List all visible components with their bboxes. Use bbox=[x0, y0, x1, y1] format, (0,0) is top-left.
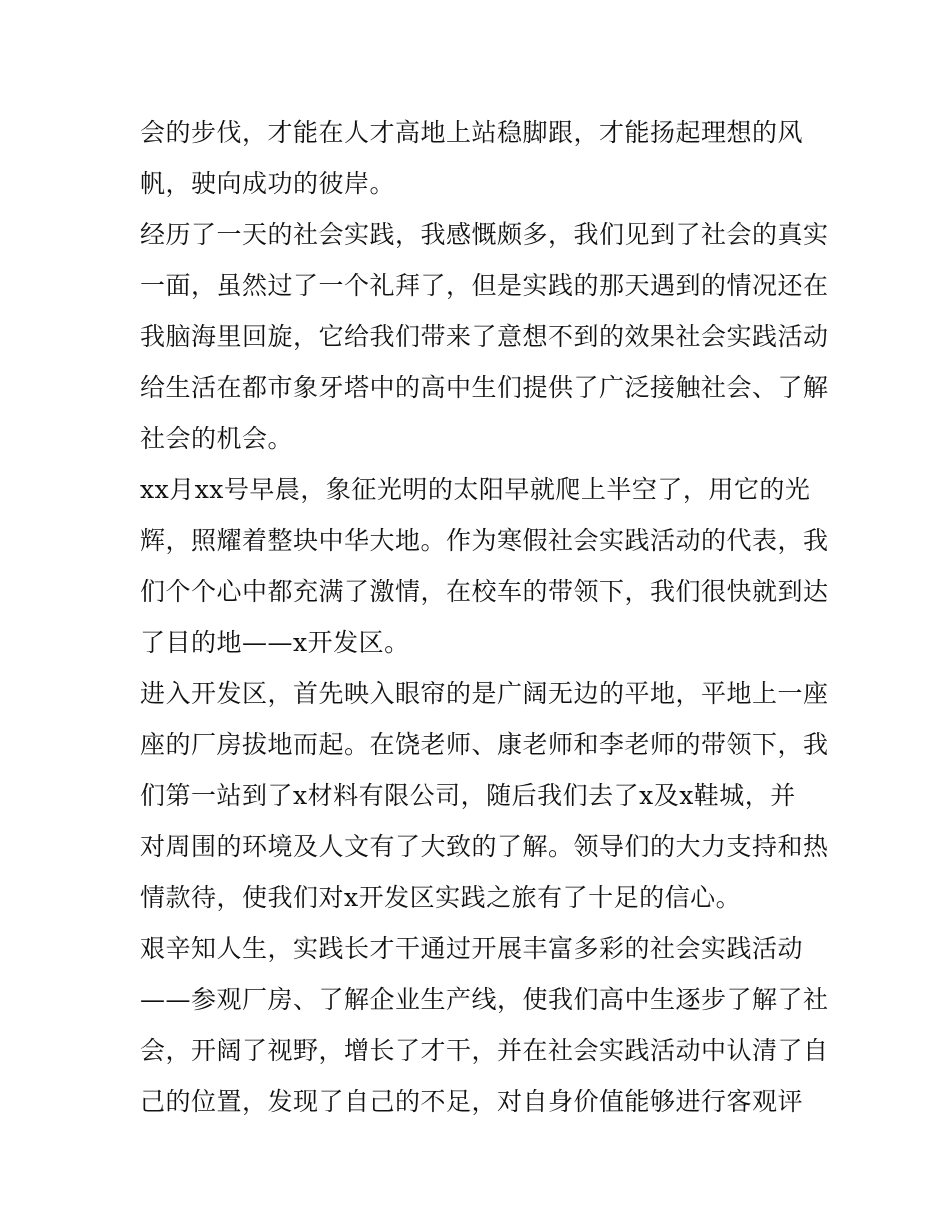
text-line: 己的位置，发现了自己的不足，对自身价值能够进行客观评 bbox=[140, 1087, 804, 1116]
text-line: 我脑海里回旋，它给我们带来了意想不到的效果社会实践活动 bbox=[140, 322, 829, 351]
text-line: 对周围的环境及人文有了大致的了解。领导们的大力支持和热 bbox=[140, 832, 829, 861]
text-line: 辉，照耀着整块中华大地。作为寒假社会实践活动的代表，我 bbox=[140, 526, 829, 555]
text-line: 进入开发区，首先映入眼帘的是广阔无边的平地，平地上一座 bbox=[140, 679, 829, 708]
text-line: 社会的机会。 bbox=[140, 424, 294, 453]
text-line: 们第一站到了x材料有限公司，随后我们去了x及x鞋城，并 bbox=[140, 781, 796, 810]
text-line: 们个个心中都充满了激情，在校车的带领下，我们很快就到达 bbox=[140, 577, 829, 606]
text-line: xx月xx号早晨，象征光明的太阳早就爬上半空了，用它的光 bbox=[140, 475, 811, 504]
text-line: 座的厂房拔地而起。在饶老师、康老师和李老师的带领下，我 bbox=[140, 730, 829, 759]
text-line: 艰辛知人生，实践长才干通过开展丰富多彩的社会实践活动 bbox=[140, 934, 804, 963]
text-line: 会的步伐，才能在人才高地上站稳脚跟，才能扬起理想的风 bbox=[140, 118, 804, 147]
text-line: 了目的地——x开发区。 bbox=[140, 628, 410, 657]
text-line: 给生活在都市象牙塔中的高中生们提供了广泛接触社会、了解 bbox=[140, 373, 829, 402]
text-line: 会，开阔了视野，增长了才干，并在社会实践活动中认清了自 bbox=[140, 1036, 829, 1065]
text-line: 情款待，使我们对x开发区实践之旅有了十足的信心。 bbox=[140, 883, 742, 912]
text-line: 一面，虽然过了一个礼拜了，但是实践的那天遇到的情况还在 bbox=[140, 271, 829, 300]
body-text bbox=[140, 107, 830, 1127]
text-line: 经历了一天的社会实践，我感慨颇多，我们见到了社会的真实 bbox=[140, 220, 829, 249]
text-line: ——参观厂房、了解企业生产线，使我们高中生逐步了解了社 bbox=[140, 985, 829, 1014]
text-line: 帆，驶向成功的彼岸。 bbox=[140, 169, 396, 198]
